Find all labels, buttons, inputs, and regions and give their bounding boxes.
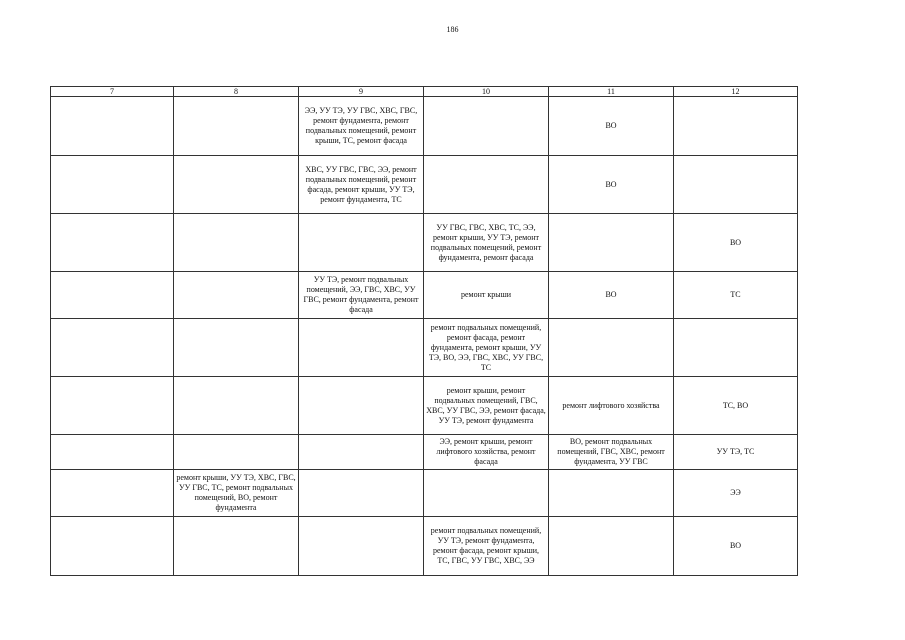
table-row <box>51 97 798 156</box>
data-table <box>50 86 798 576</box>
table-cell: ВО, ремонт подвальных помещений, ГВС, ХВС, ремонт фундамента, УУ ГВС <box>549 435 674 470</box>
table-cell: ЭЭ <box>674 470 798 517</box>
table-cell: ремонт крыши <box>424 272 549 319</box>
table-cell: ремонт крыши, ремонт подвальных помещений, ГВС, ХВС, УУ ГВС, ЭЭ, ремонт фасада, УУ ТЭ, ремонт фундамента <box>424 377 549 435</box>
table-cell: УУ ТЭ, ремонт подвальных помещений, ЭЭ, ГВС, ХВС, УУ ГВС, ремонт фундамента, ремонт фасада <box>299 272 424 319</box>
table-cell: ВО <box>674 517 798 576</box>
table-cell <box>424 97 549 156</box>
table-cell <box>549 470 674 517</box>
table-row <box>51 156 798 214</box>
column-header-10: 10 <box>424 87 549 97</box>
table-cell: ЭЭ, УУ ТЭ, УУ ГВС, ХВС, ГВС, ремонт фундамента, ремонт подвальных помещений, ремонт крыши, ТС, ремонт фасада <box>299 97 424 156</box>
table-cell <box>549 517 674 576</box>
table-row <box>51 517 798 576</box>
table-cell <box>51 377 174 435</box>
table-cell <box>51 319 174 377</box>
table-cell <box>174 272 299 319</box>
table-header-row <box>51 87 798 97</box>
table-cell: ремонт крыши, УУ ТЭ, ХВС, ГВС, УУ ГВС, ТС, ремонт подвальных помещений, ВО, ремонт фундамента <box>174 470 299 517</box>
table-row <box>51 435 798 470</box>
table-cell <box>299 470 424 517</box>
table-cell <box>674 97 798 156</box>
table-row <box>51 470 798 517</box>
table-cell: ВО <box>674 214 798 272</box>
table-cell: УУ ТЭ, ТС <box>674 435 798 470</box>
table-cell: ХВС, УУ ГВС, ГВС, ЭЭ, ремонт подвальных помещений, ремонт фасада, ремонт крыши, УУ ТЭ, ремонт фундамента, ТС <box>299 156 424 214</box>
table-cell <box>299 377 424 435</box>
table-cell <box>51 97 174 156</box>
table-cell: ТС <box>674 272 798 319</box>
table-cell <box>299 517 424 576</box>
table-cell: УУ ГВС, ГВС, ХВС, ТС, ЭЭ, ремонт крыши, УУ ТЭ, ремонт подвальных помещений, ремонт фундамента, ремонт фасада <box>424 214 549 272</box>
column-header-12: 12 <box>674 87 798 97</box>
table-cell <box>51 272 174 319</box>
table-cell <box>174 214 299 272</box>
table-cell: ВО <box>549 97 674 156</box>
table-cell: ЭЭ, ремонт крыши, ремонт лифтового хозяйства, ремонт фасада <box>424 435 549 470</box>
table-cell: ВО <box>549 156 674 214</box>
table-cell: ТС, ВО <box>674 377 798 435</box>
table-cell <box>549 319 674 377</box>
table-row <box>51 377 798 435</box>
table-cell <box>674 156 798 214</box>
table-cell: ВО <box>549 272 674 319</box>
table-cell <box>51 435 174 470</box>
table-cell <box>174 97 299 156</box>
table-cell <box>424 156 549 214</box>
table-cell <box>174 517 299 576</box>
table-cell <box>299 435 424 470</box>
table-cell <box>51 214 174 272</box>
table-cell <box>51 517 174 576</box>
table-cell <box>174 319 299 377</box>
table-cell <box>174 435 299 470</box>
table-row <box>51 319 798 377</box>
column-header-9: 9 <box>299 87 424 97</box>
column-header-7: 7 <box>51 87 174 97</box>
table-cell: ремонт лифтового хозяйства <box>549 377 674 435</box>
page-number: 186 <box>446 25 459 34</box>
table-cell <box>51 156 174 214</box>
table-cell <box>174 156 299 214</box>
table-cell <box>51 470 174 517</box>
table-cell: ремонт подвальных помещений, ремонт фасада, ремонт фундамента, ремонт крыши, УУ ТЭ, ВО, ЭЭ, ГВС, ХВС, УУ ГВС, ТС <box>424 319 549 377</box>
table-cell <box>549 214 674 272</box>
column-header-11: 11 <box>549 87 674 97</box>
table-row <box>51 214 798 272</box>
table-cell <box>674 319 798 377</box>
table-cell: ремонт подвальных помещений, УУ ТЭ, ремонт фундамента, ремонт фасада, ремонт крыши, ТС, ГВС, УУ ГВС, ХВС, ЭЭ <box>424 517 549 576</box>
table-cell <box>299 319 424 377</box>
table-cell <box>424 470 549 517</box>
table-cell <box>299 214 424 272</box>
column-header-8: 8 <box>174 87 299 97</box>
table-row <box>51 272 798 319</box>
table-cell <box>174 377 299 435</box>
